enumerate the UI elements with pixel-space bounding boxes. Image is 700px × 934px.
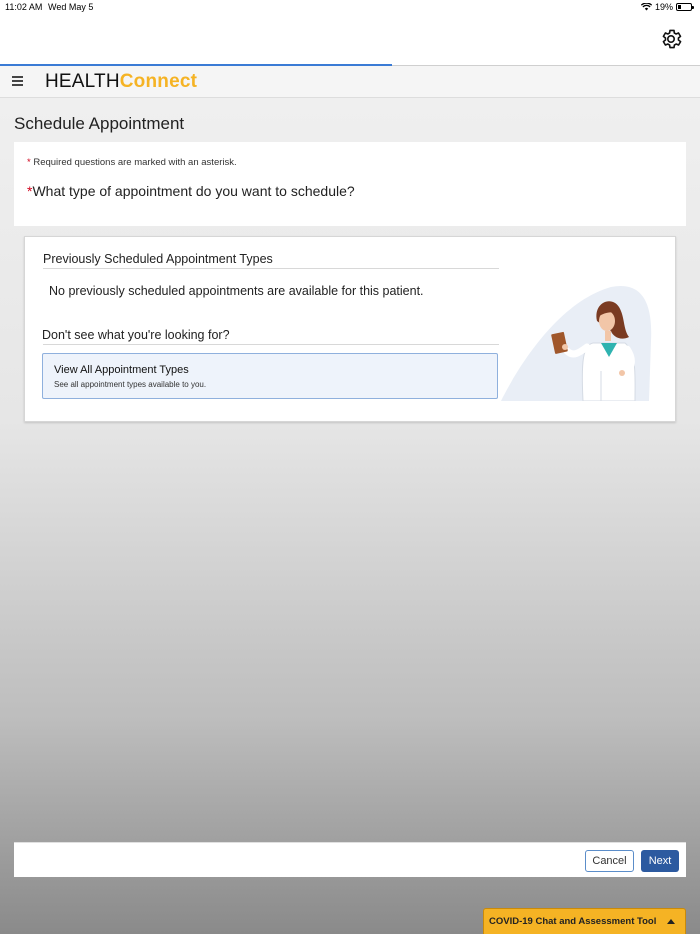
divider [43,344,499,345]
next-button[interactable]: Next [641,850,679,872]
question-text [27,183,355,199]
battery-percent: 19% [654,2,673,12]
doctor-illustration [501,281,655,401]
appointment-types-card [24,236,676,422]
required-note [27,157,237,168]
view-all-label: View All Appointment Types [54,364,189,376]
covid-chat-tab[interactable] [483,908,686,934]
app-header [0,66,700,98]
page-title: Schedule Appointment [14,114,185,133]
question-card [14,142,686,226]
empty-message: No previously scheduled appointments are available for this patient. [49,284,424,298]
wifi-icon [641,3,652,11]
gear-icon[interactable] [659,27,683,51]
view-all-description: See all appointment types available to you. [54,380,207,389]
hamburger-icon[interactable] [12,76,23,86]
cancel-button[interactable]: Cancel [585,850,634,872]
status-indicators [641,2,692,12]
question-label: What type of appointment do you want to schedule? [32,183,355,199]
status-time: 11:02 AM [5,2,43,12]
previous-types-title: Previously Scheduled Appointment Types [43,252,273,266]
question-asterisk: * [27,183,33,199]
status-date: Wed May 5 [48,2,94,12]
required-asterisk: * [27,157,31,168]
covid-chat-label: COVID-19 Chat and Assessment Tool [489,916,657,927]
caret-up-icon [667,919,675,924]
logo [45,71,197,93]
top-bar [0,14,700,65]
logo-part-health: HEALTH [45,71,120,92]
status-bar [0,0,700,14]
battery-icon [676,3,692,11]
divider [43,268,499,269]
view-all-types-button[interactable] [42,353,498,399]
action-bar [14,842,686,877]
required-note-text: Required questions are marked with an asterisk. [33,157,237,168]
logo-part-connect: Connect [119,71,198,92]
more-types-title: Don't see what you're looking for? [42,328,230,342]
